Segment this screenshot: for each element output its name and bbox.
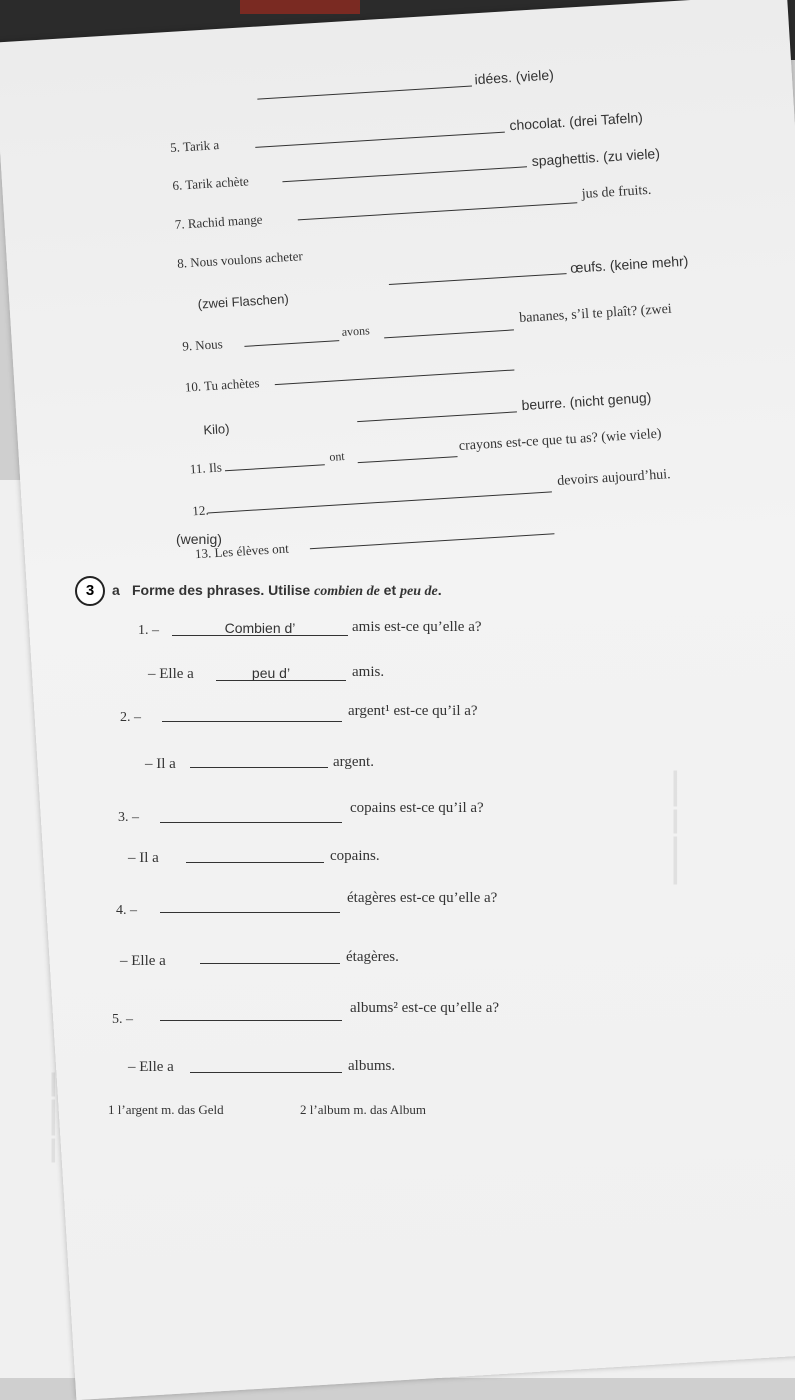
item11-mid: ont: [328, 448, 346, 464]
item3-question-label: 3. –: [118, 810, 139, 825]
item3-answer-tail: copains.: [330, 848, 380, 864]
exercise-letter: a: [112, 582, 120, 598]
item13-hint: (wenig): [176, 531, 222, 547]
item10-hint: Kilo): [203, 420, 230, 438]
item5-tail: chocolat. (drei Tafeln): [508, 109, 644, 134]
item1-answer-fill[interactable]: peu d’: [251, 665, 291, 681]
item2-answer-label: – Il a: [145, 756, 176, 772]
item3-answer-label: – Il a: [128, 850, 159, 866]
item9-label: 9. Nous: [181, 336, 224, 354]
item10-tail: beurre. (nicht genug): [521, 389, 652, 414]
line-a-tail: idées. (viele): [474, 66, 555, 88]
item9-mid: avons: [341, 323, 371, 339]
item7-tail: jus de fruits.: [581, 182, 652, 202]
item4-answer-tail: étagères.: [346, 949, 399, 965]
bleed-through-text: ▬▬▬ ▬▬ ▬▬▬▬: [670, 770, 685, 885]
item9-tail: bananes, s’il te plaît? (zwei: [518, 301, 673, 327]
item1-answer-label: – Elle a: [148, 666, 194, 682]
item1-question-answer[interactable]: Combien d’: [224, 620, 296, 636]
item6-tail: spaghettis. (zu viele): [531, 145, 661, 169]
item5-answer-tail: albums.: [348, 1058, 396, 1074]
item5-label: 5. Tarik a: [169, 137, 220, 156]
item12-tail: devoirs aujourd’hui.: [556, 467, 672, 490]
item8-tail: œufs. (keine mehr): [569, 252, 689, 276]
item6-label: 6. Tarik achète: [172, 173, 250, 193]
footnote-2: 2 l’album m. das Album: [300, 1102, 427, 1117]
item4-question-tail: étagères est-ce qu’elle a?: [347, 890, 498, 906]
item2-question-tail: argent¹ est-ce qu’il a?: [348, 703, 478, 719]
item5-question-tail: albums² est-ce qu’elle a?: [350, 1000, 500, 1016]
item12-label: 12.: [191, 502, 210, 519]
item4-question-label: 4. –: [116, 903, 137, 918]
footnote-1: 1 l’argent m. das Geld: [108, 1102, 224, 1117]
exercise-number-badge: 3: [75, 576, 105, 606]
item13-label: 13. Les élèves ont: [194, 540, 290, 562]
item8-label: 8. Nous voulons acheter: [176, 248, 304, 271]
item1-question-tail: amis est-ce qu’elle a?: [352, 619, 482, 635]
item2-answer-tail: argent.: [333, 754, 374, 770]
item5-question-label: 5. –: [112, 1012, 133, 1027]
item11-tail: crayons est-ce que tu as? (wie viele): [458, 426, 662, 454]
exercise-instruction: Forme des phrases. Utilise combien de et peu de.: [132, 582, 442, 599]
item11-label: 11. Ils: [189, 459, 223, 477]
item2-question-label: 2. –: [120, 710, 141, 725]
item8-hint: (zwei Flaschen): [197, 291, 290, 312]
item3-question-tail: copains est-ce qu’il a?: [350, 800, 484, 816]
item10-label: 10. Tu achètes: [184, 375, 260, 395]
item1-answer-tail: amis.: [352, 664, 385, 680]
desk-object: [240, 0, 360, 14]
item5-answer-label: – Elle a: [128, 1059, 174, 1075]
item1-question-label: 1. –: [138, 623, 159, 638]
bleed-through-text-left: ▬▬ ▬▬▬ ▬▬: [48, 1072, 63, 1163]
item7-label: 7. Rachid mange: [174, 211, 263, 232]
item4-answer-label: – Elle a: [120, 953, 166, 969]
